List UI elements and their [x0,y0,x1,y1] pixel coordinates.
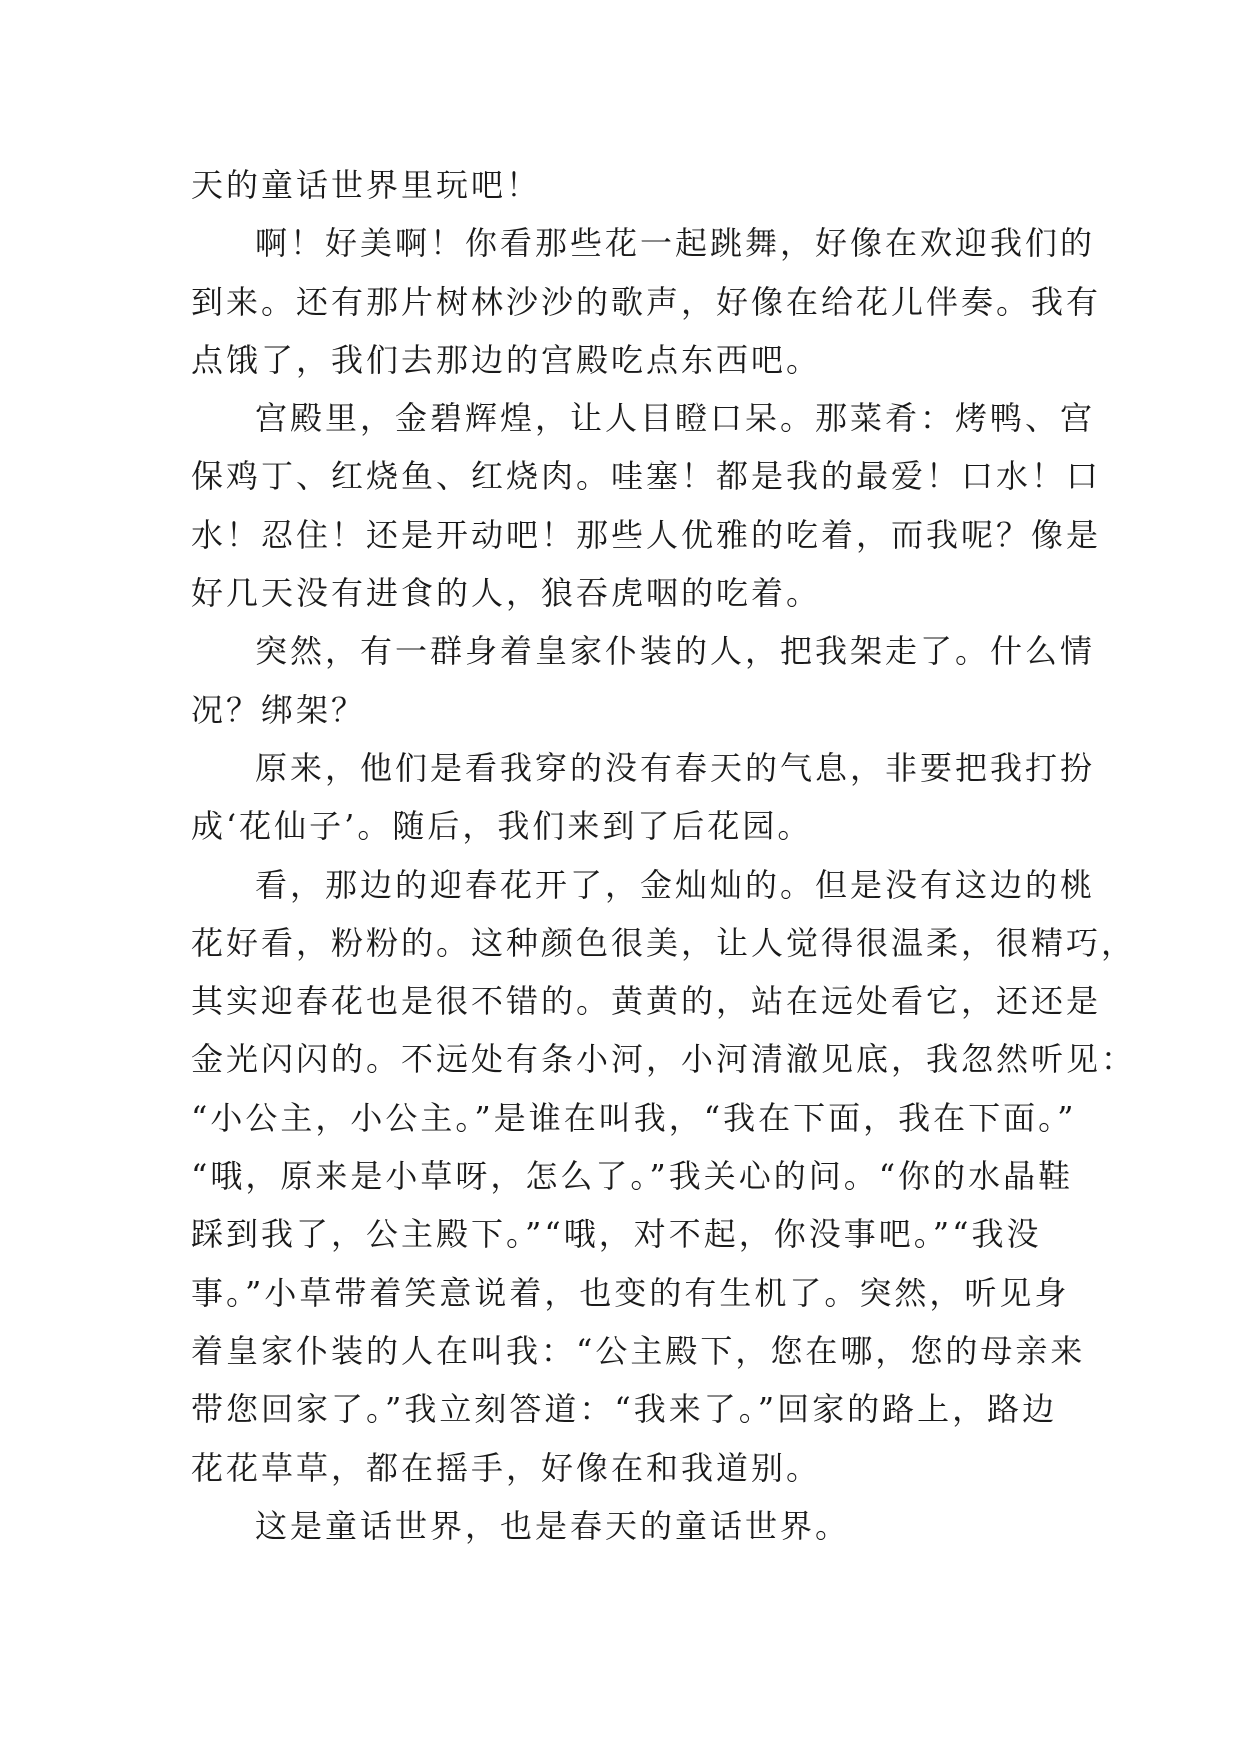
text-line: 突然，有一群身着皇家仆装的人，把我架走了。什么情 [255,632,1096,671]
text-line: 保鸡丁、红烧鱼、红烧肉。哇塞！都是我的最爱！口水！口 [191,457,1102,496]
text-line: 成‘花仙子’。随后，我们来到了后花园。 [191,807,813,846]
text-line: 事。”小草带着笑意说着，也变的有生机了。突然，听见身 [191,1273,1070,1312]
text-line: 况？绑架？ [191,690,367,729]
text-line: 点饿了，我们去那边的宫殿吃点东西吧。 [191,340,822,379]
text-line: 宫殿里，金碧辉煌，让人目瞪口呆。那菜肴：烤鸭、宫 [255,399,1096,438]
text-line: “小公主，小公主。”是谁在叫我，“我在下面，我在下面。” [191,1098,1077,1137]
text-line: 花好看，粉粉的。这种颜色很美，让人觉得很温柔，很精巧， [191,923,1137,962]
text-line: 着皇家仆装的人在叫我：“公主殿下，您在哪，您的母亲来 [191,1331,1086,1370]
text-line: 踩到我了，公主殿下。”“哦，对不起，你没事吧。”“我没 [191,1215,1042,1254]
text-line: 到来。还有那片树林沙沙的歌声，好像在给花儿伴奏。我有 [191,282,1102,321]
text-line: 其实迎春花也是很不错的。黄黄的，站在远处看它，还还是 [191,982,1102,1021]
story-text [191,156,1137,1555]
text-line: 金光闪闪的。不远处有条小河，小河清澈见底，我忽然听见： [191,1040,1137,1079]
text-line: “哦，原来是小草呀，怎么了。”我关心的问。“你的水晶鞋 [191,1157,1074,1196]
text-line: 花花草草，都在摇手，好像在和我道别。 [191,1448,822,1487]
text-line: 天的童话世界里玩吧！ [191,166,542,204]
text-line: 看，那边的迎春花开了，金灿灿的。但是没有这边的桃 [255,865,1096,904]
text-line: 啊！好美啊！你看那些花一起跳舞，好像在欢迎我们的 [255,224,1096,263]
text-line: 原来，他们是看我穿的没有春天的气息，非要把我打扮 [255,748,1096,787]
text-line: 好几天没有进食的人，狼吞虎咽的吃着。 [191,574,822,613]
text-line: 带您回家了。”我立刻答道：“我来了。”回家的路上，路边 [191,1390,1058,1429]
text-line: 水！忍住！还是开动吧！那些人优雅的吃着，而我呢？像是 [191,515,1102,554]
text-line: 这是童话世界，也是春天的童话世界。 [255,1506,851,1545]
